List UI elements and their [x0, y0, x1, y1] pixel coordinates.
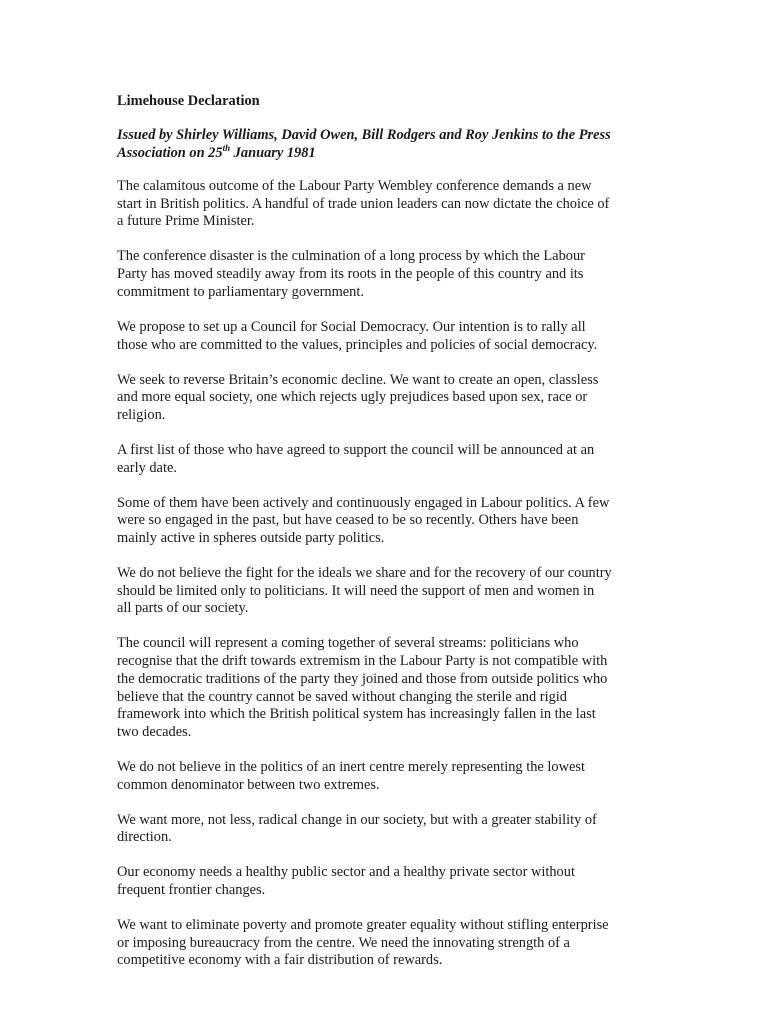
paragraph: The council will represent a coming together of several streams: politicians who recognise that the drift towards extremism in the Labour Party is not compatible with the democratic traditions of the party they joined and those from outside politics who believe that the country cannot be saved without changing the sterile and rigid framework into which the British political system has increasingly fallen in the last two decades.: [117, 635, 608, 740]
paragraph: Some of them have been actively and continuously engaged in Labour politics. A few were so engaged in the past, but have ceased to be so recently. Others have been mainly active in spheres outside party politics.: [117, 494, 610, 547]
document-subtitle: [117, 126, 657, 162]
subtitle-date-text: January 1981: [230, 145, 316, 161]
paragraph: We do not believe the fight for the ideals we share and for the recovery of our country should be limited only to politicians. It will need the support of men and women in all parts of our society.: [117, 565, 612, 617]
paragraph: We want more, not less, radical change in our society, but with a greater stability of direction.: [117, 811, 597, 846]
subtitle-text: Issued by Shirley Williams, David Owen, Bill Rodgers and Roy Jenkins to the Press Association on 25: [117, 127, 611, 161]
document-page: [117, 92, 657, 987]
paragraph: Our economy needs a healthy public sector and a healthy private sector without frequent frontier changes.: [117, 864, 575, 899]
subtitle-ordinal-suffix: th: [222, 143, 231, 154]
paragraph: A first list of those who have agreed to support the council will be announced at an early date.: [117, 441, 595, 476]
paragraph: We propose to set up a Council for Social Democracy. Our intention is to rally all those who are committed to the values, principles and policies of social democracy.: [117, 318, 598, 353]
paragraph: We seek to reverse Britain’s economic decline. We want to create an open, classless and more equal society, one which rejects ugly prejudices based upon sex, race or religion.: [117, 371, 599, 423]
paragraph: We want to eliminate poverty and promote greater equality without stifling enterprise or imposing bureaucracy from the centre. We need the innovating strength of a competitive economy with a fair distribution of rewards.: [117, 917, 609, 969]
paragraph: We do not believe in the politics of an inert centre merely representing the lowest common denominator between two extremes.: [117, 758, 585, 793]
paragraph: The conference disaster is the culmination of a long process by which the Labour Party has moved steadily away from its roots in the people of this country and its commitment to parliamentary government.: [117, 248, 585, 300]
document-title: Limehouse Declaration: [117, 93, 260, 109]
paragraph: The calamitous outcome of the Labour Party Wembley conference demands a new start in British politics. A handful of trade union leaders can now dictate the choice of a future Prime Minister.: [117, 178, 610, 230]
